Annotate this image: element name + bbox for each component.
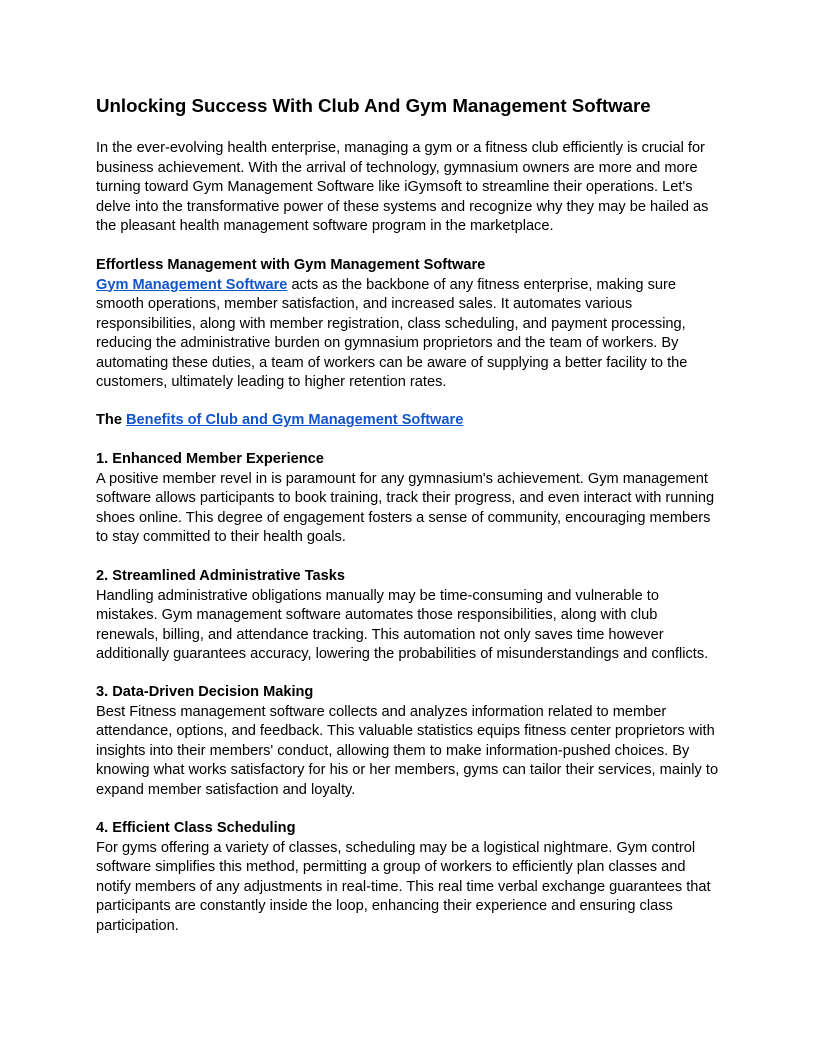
intro-text: In the ever-evolving health enterprise, managing a gym or a fitness club efficiently is crucial for business achievement. With the arrival of technology, gymnasium owners are more and more turning toward Gym Management Software like iGymsoft to streamline their operations. Let's delve into the transformative power of these systems and recognize why they may be hailed as the pleasant health management software program in the marketplace.: [96, 140, 709, 234]
benefit-heading: 2. Streamlined Administrative Tasks: [96, 568, 345, 584]
benefit-item-4: [96, 819, 722, 936]
benefit-body: Handling administrative obligations manually may be time-consuming and vulnerable to mistakes. Gym management software automates those responsibilities, along with club renewals, billing, and attendance tracking. This automation not only saves time however additionally guarantees accuracy, lowering the probabilities of misunderstandings and conflicts.: [96, 587, 709, 662]
intro-paragraph: [96, 139, 722, 237]
section-body: [96, 276, 722, 393]
benefits-link[interactable]: Benefits of Club and Gym Management Software: [126, 412, 464, 428]
benefits-prefix: The: [96, 412, 126, 428]
section-heading: Effortless Management with Gym Management Software: [96, 257, 486, 273]
benefit-body: Best Fitness management software collects and analyzes information related to member attendance, options, and feedback. This valuable statistics equips fitness center proprietors with insights into their members' conduct, allowing them to make information-pushed choices. By knowing what works satisfactory for his or her members, gyms can tailor their services, mainly to expand member satisfaction and loyalty.: [96, 703, 719, 798]
gym-management-software-link[interactable]: Gym Management Software: [96, 276, 288, 293]
benefit-item-2: [96, 567, 722, 665]
benefits-heading: [96, 411, 722, 431]
benefit-heading: 1. Enhanced Member Experience: [96, 451, 324, 467]
page-title: Unlocking Success With Club And Gym Management Software: [96, 95, 651, 116]
benefit-item-1: [96, 450, 722, 548]
section-body-text: acts as the backbone of any fitness enterprise, making sure smooth operations, member satisfaction, and increased sales. It automates various responsibilities, along with member registration, class scheduling, and payment processing, reducing the administrative burden on gymnasium proprietors and the team of workers. By automating these duties, a team of workers can be aware of supplying a better facility to the customers, ultimately leading to higher retention rates.: [96, 276, 688, 390]
benefit-body: For gyms offering a variety of classes, scheduling may be a logistical nightmare. Gym control software simplifies this method, permitting a group of workers to efficiently plan classes and notify members of any adjustments in real-time. This real time verbal exchange guarantees that participants are constantly inside the loop, enhancing their experience and ensuring class participation.: [96, 839, 711, 934]
benefit-body: A positive member revel in is paramount for any gymnasium's achievement. Gym management software allows participants to book training, track their progress, and even interact with running shoes online. This degree of engagement fosters a sense of community, encouraging members to stay committed to their health goals.: [96, 470, 715, 545]
benefit-item-3: [96, 683, 722, 800]
benefit-heading: 3. Data-Driven Decision Making: [96, 684, 314, 700]
benefit-heading: 4. Efficient Class Scheduling: [96, 820, 296, 836]
section-effortless-management: [96, 256, 722, 393]
